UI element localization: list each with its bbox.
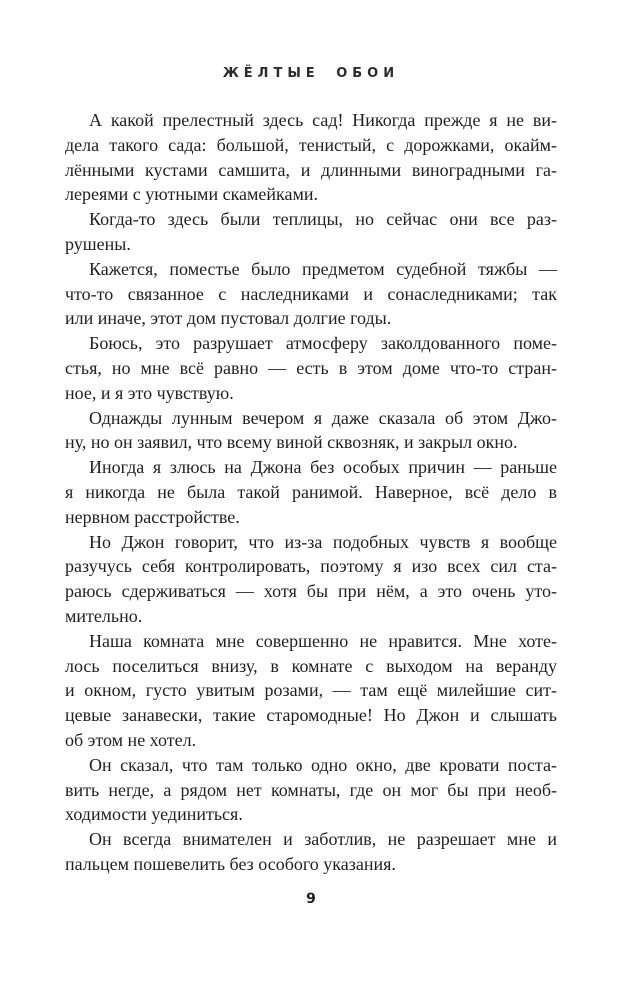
paragraph	[65, 455, 557, 529]
text-line: Иногда я злюсь на Джона без особых причин — раньше	[89, 457, 557, 478]
text-line: что-то связанное с наследниками и сонаследниками; так	[65, 283, 557, 304]
text-line: нервном расстройстве.	[65, 506, 240, 527]
text-line: Он сказал, что там только одно окно, две кровати поста-	[89, 754, 557, 775]
page-number: 9	[306, 890, 316, 907]
text-line: пальцем пошевелить без особого указания.	[65, 853, 396, 874]
text-line: и окном, густо увитым розами, — там ещё милейшие сит-	[65, 680, 557, 701]
paragraph	[65, 753, 557, 827]
text-line: лереями с уютными скамейками.	[65, 184, 319, 205]
text-line: раюсь сдерживаться — хотя бы при нём, а это очень уто-	[65, 581, 557, 602]
paragraph	[65, 530, 557, 629]
text-line: или иначе, этот дом пустовал долгие годы.	[65, 308, 392, 329]
paragraph	[65, 629, 557, 753]
text-line: стья, но мне всё равно — есть в этом доме что-то стран-	[65, 357, 557, 378]
paragraph	[65, 406, 557, 456]
text-line: А какой прелестный здесь сад! Никогда прежде я не ви-	[89, 110, 557, 130]
text-line: вить негде, а рядом нет комнаты, где он мог бы при необ-	[65, 779, 557, 800]
text-line: рушены.	[65, 233, 131, 254]
text-line: Но Джон говорит, что из-за подобных чувств я вообще	[89, 531, 557, 552]
text-line: Когда-то здесь были теплицы, но сейчас они все раз-	[89, 209, 557, 230]
running-header: ЖЁЛТЫЕ ОБОИ	[222, 66, 400, 81]
paragraph	[65, 827, 557, 877]
text-line: мительно.	[65, 605, 143, 626]
text-line: ну, но он заявил, что всему виной сквозняк, и закрыл окно.	[65, 432, 518, 453]
text-line: разучусь себя контролировать, поэтому я изо всех сил ста-	[65, 556, 557, 577]
text-line: Кажется, поместье было предметом судебной тяжбы —	[89, 258, 557, 279]
text-line: ходимости уединиться.	[65, 804, 243, 825]
paragraph	[65, 207, 557, 257]
paragraph	[65, 331, 557, 405]
text-line: об этом не хотел.	[65, 729, 197, 750]
text-line: Боюсь, это разрушает атмосферу заколдованного поме-	[89, 333, 557, 354]
text-line: лось поселиться внизу, в комнате с выходом на веранду	[65, 655, 557, 676]
paragraph	[65, 257, 557, 331]
text-line: Он всегда внимателен и заботлив, не разрешает мне и	[89, 829, 557, 850]
text-block	[65, 108, 557, 877]
text-line: цевые занавески, такие старомодные! Но Джон и слышать	[65, 705, 557, 726]
text-line: я никогда не была такой ранимой. Наверное, всё дело в	[65, 481, 557, 502]
text-line: Наша комната мне совершенно не нравится. Мне хоте-	[89, 630, 557, 651]
text-line: ное, и я это чувствую.	[65, 382, 234, 403]
paragraph	[65, 108, 557, 207]
text-line: Однажды лунным вечером я даже сказала об этом Джо-	[89, 407, 557, 428]
text-line: лёнными кустами самшита, и длинными виноградными га-	[65, 159, 557, 180]
text-line: дела такого сада: большой, тенистый, с дорожками, окайм-	[65, 134, 557, 155]
